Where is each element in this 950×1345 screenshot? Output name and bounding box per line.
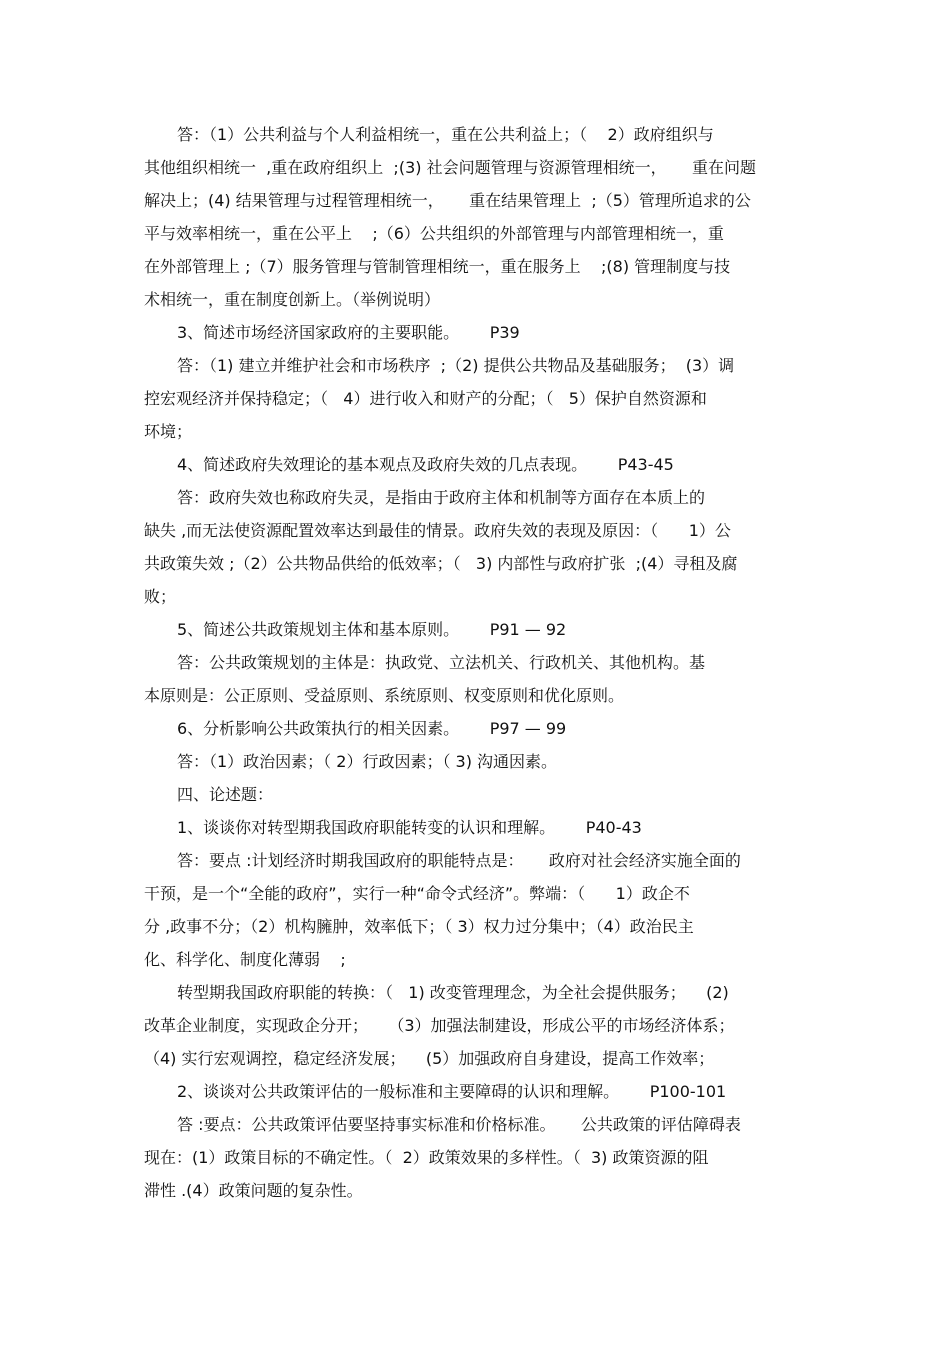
- text-line: 6、分析影响公共政策执行的相关因素。 P97 — 99: [177, 719, 567, 738]
- text-line: 2、谈谈对公共政策评估的一般标准和主要障碍的认识和理解。 P100-101: [177, 1082, 727, 1101]
- text-line: 1、谈谈你对转型期我国政府职能转变的认识和理解。 P40-43: [177, 818, 642, 837]
- text-line: 滞性 .(4）政策问题的复杂性。: [144, 1181, 363, 1200]
- text-line: 控宏观经济并保持稳定；（ 4）进行收入和财产的分配；（ 5）保护自然资源和: [144, 389, 707, 408]
- text-line: （4) 实行宏观调控，稳定经济发展； (5）加强政府自身建设，提高工作效率；: [144, 1049, 715, 1068]
- text-line: 答：公共政策规划的主体是：执政党、立法机关、行政机关、其他机构。基: [177, 653, 706, 672]
- text-line: 4、简述政府失效理论的基本观点及政府失效的几点表现。 P43-45: [177, 455, 674, 474]
- text-line: 本原则是：公正原则、受益原则、系统原则、权变原则和优化原则。: [144, 686, 625, 705]
- text-line: 答：（1）公共利益与个人利益相统一，重在公共利益上；（ 2）政府组织与: [177, 125, 714, 144]
- text-line: 答：要点 :计划经济时期我国政府的职能特点是： 政府对社会经济实施全面的: [177, 851, 741, 870]
- text-line: 缺失 ,而无法使资源配置效率达到最佳的情景。政府失效的表现及原因：（ 1）公: [144, 521, 731, 540]
- text-line: 现在：(1）政策目标的不确定性。（ 2）政策效果的多样性。（ 3) 政策资源的阻: [144, 1148, 709, 1167]
- text-line: 3、简述市场经济国家政府的主要职能。 P39: [177, 323, 520, 342]
- text-line: 环境；: [144, 422, 193, 441]
- text-line: 分 ,政事不分；（2）机构臃肿，效率低下；（ 3）权力过分集中；（4）政治民主: [144, 917, 694, 936]
- text-line: 化、科学化、制度化薄弱 ;: [144, 950, 346, 969]
- document-body: [144, 118, 808, 1207]
- text-line: 败；: [144, 587, 177, 606]
- text-line: 术相统一，重在制度创新上。（举例说明）: [144, 290, 441, 309]
- text-line: 转型期我国政府职能的转换：（ 1) 改变管理理念，为全社会提供服务； (2): [177, 983, 729, 1002]
- text-line: 答：政府失效也称政府失灵，是指由于政府主体和机制等方面存在本质上的: [177, 488, 706, 507]
- text-line: 答：（1) 建立并维护社会和市场秩序 ;（2) 提供公共物品及基础服务； (3）调: [177, 356, 735, 375]
- text-line: 答：（1）政治因素；（ 2）行政因素；（ 3) 沟通因素。: [177, 752, 558, 771]
- text-line: 改革企业制度，实现政企分开； （3）加强法制建设，形成公平的市场经济体系；: [144, 1016, 735, 1035]
- text-line: 5、简述公共政策规划主体和基本原则。 P91 — 92: [177, 620, 567, 639]
- text-line: 共政策失效 ;（2）公共物品供给的低效率；（ 3) 内部性与政府扩张 ;(4）寻租及腐: [144, 554, 738, 573]
- text-line: 解决上；(4) 结果管理与过程管理相统一， 重在结果管理上 ;（5）管理所追求的公: [144, 191, 751, 210]
- text-line: 干预，是一个“全能的政府”，实行一种“命令式经济”。弊端：（ 1）政企不: [144, 884, 690, 903]
- text-line: 其他组织相统一 ,重在政府组织上 ;(3) 社会问题管理与资源管理相统一， 重在问题: [144, 158, 757, 177]
- text-line: 在外部管理上 ;（7）服务管理与管制管理相统一，重在服务上 ;(8) 管理制度与技: [144, 257, 731, 276]
- text-line: 平与效率相统一，重在公平上 ;（6）公共组织的外部管理与内部管理相统一，重: [144, 224, 724, 243]
- text-line: 四、论述题：: [177, 785, 274, 804]
- text-line: 答 :要点：公共政策评估要坚持事实标准和价格标准。 公共政策的评估障碍表: [177, 1115, 741, 1134]
